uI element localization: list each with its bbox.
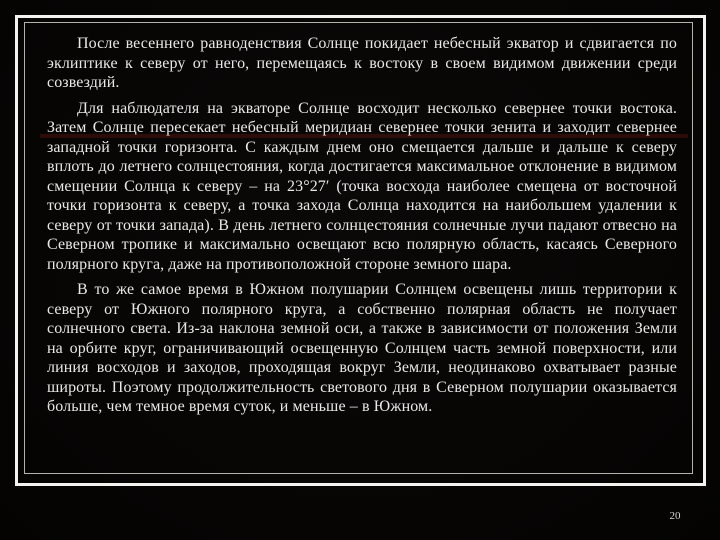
page-number: 20	[669, 510, 681, 522]
body-text	[47, 34, 677, 423]
paragraph-1: После весеннего равноденствия Солнце покидает небесный экватор и сдвигается по эклиптике к северу от него, перемещаясь к востоку в своем видимом движении среди созвездий.	[47, 35, 677, 91]
paragraph-3: В то же самое время в Южном полушарии Солнцем освещены лишь территории к северу от Южного полярного круга, а собственно полярная область не получает солнечного света. Из-за наклона земной оси, а также в зависимости от положения Земли на орбите круг, ограничивающий освещенную Солнцем часть земной поверхности, или линия восходов и заходов, проходящая вокруг Земли, неодинаково охватывает разные широты. Поэтому продолжительность светового дня в Северном полушарии оказывается больше, чем темное время суток, и меньше – в Южном.	[47, 281, 677, 415]
paragraph-2: Для наблюдателя на экваторе Солнце восходит несколько севернее точки востока. Затем Солнце пересекает небесный меридиан севернее точки зенита и заходит севернее западной точки горизонта. С каждым днем оно смещается дальше и дальше к северу вплоть до летнего солнцестояния, когда достигается максимальное отклонение в видимом смещении Солнца к северу – на 23°27′ (точка восхода наиболее смещена от восточной точки горизонта к северу, а точка захода Солнца находится на наибольшем удалении к северу от точки запада). В день летнего солнцестояния солнечные лучи падают отвесно на Северном тропике и максимально освещают всю полярную область, касаясь Северного полярного круга, даже на противоположной стороне земного шара.	[47, 99, 677, 273]
